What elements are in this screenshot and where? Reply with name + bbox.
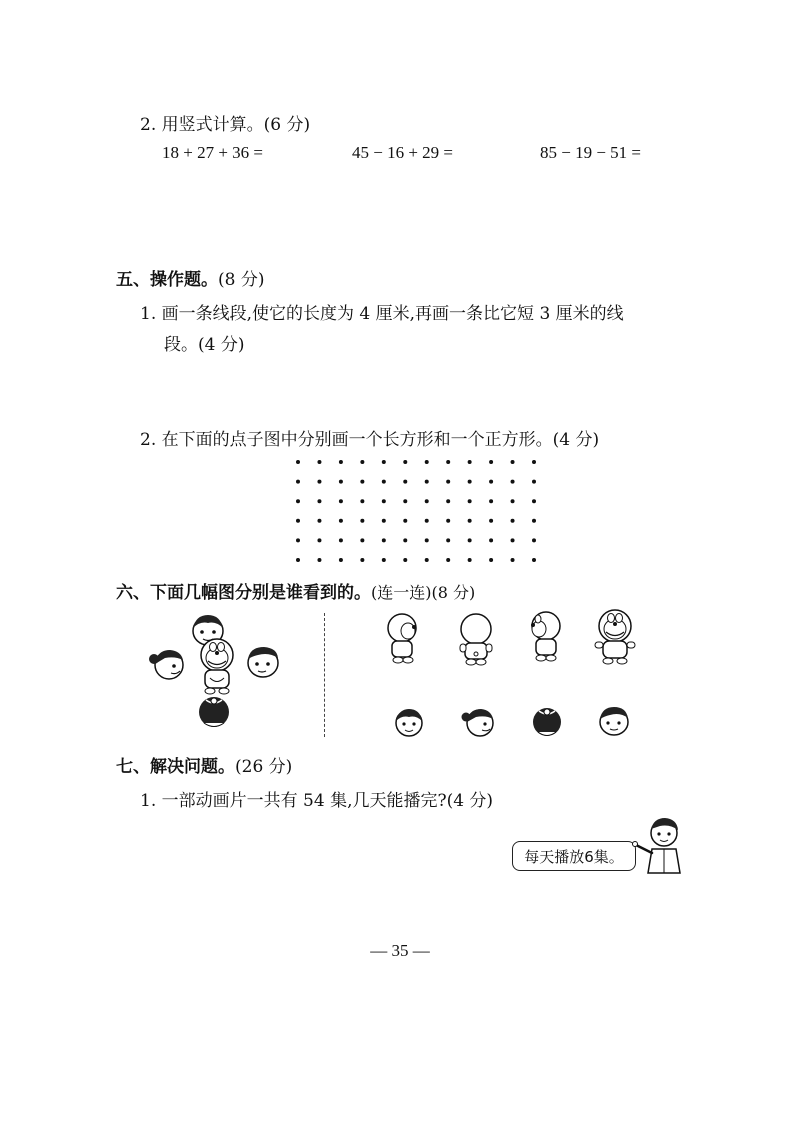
grid-dot[interactable] <box>403 460 407 464</box>
grid-dot[interactable] <box>382 519 386 523</box>
grid-dot[interactable] <box>296 460 300 464</box>
grid-dot[interactable] <box>446 519 450 523</box>
question-text-continued: 段。(4 分) <box>164 335 245 355</box>
grid-dot[interactable] <box>339 558 343 562</box>
grid-dot[interactable] <box>446 460 450 464</box>
grid-dot[interactable] <box>317 558 321 562</box>
grid-dot[interactable] <box>532 519 536 523</box>
grid-dot[interactable] <box>339 480 343 484</box>
grid-dot[interactable] <box>339 538 343 542</box>
section-points: (8 分) <box>218 270 265 290</box>
grid-dot[interactable] <box>296 519 300 523</box>
grid-dot[interactable] <box>511 519 515 523</box>
grid-dot[interactable] <box>489 558 493 562</box>
grid-dot[interactable] <box>446 558 450 562</box>
grid-dot[interactable] <box>403 538 407 542</box>
grid-dot[interactable] <box>489 499 493 503</box>
grid-dot[interactable] <box>511 480 515 484</box>
boy-face-icon <box>596 704 632 738</box>
grid-dot[interactable] <box>468 499 472 503</box>
grid-dot[interactable] <box>403 558 407 562</box>
grid-dot[interactable] <box>532 499 536 503</box>
grid-dot[interactable] <box>360 558 364 562</box>
grid-dot[interactable] <box>532 538 536 542</box>
girl-back-icon <box>194 693 234 731</box>
grid-dot[interactable] <box>360 460 364 464</box>
grid-dot[interactable] <box>489 519 493 523</box>
doraemon-front-icon <box>592 608 638 666</box>
grid-dot[interactable] <box>296 480 300 484</box>
grid-dot[interactable] <box>296 499 300 503</box>
equation-2: 45 − 16 + 29 = <box>352 143 454 162</box>
grid-dot[interactable] <box>489 460 493 464</box>
grid-dot[interactable] <box>339 460 343 464</box>
grid-dot[interactable] <box>425 480 429 484</box>
question-text: 1. 一部动画片一共有 54 集,几天能播完?(4 分) <box>140 791 494 811</box>
doraemon-left-icon <box>527 610 565 664</box>
grid-dot[interactable] <box>468 538 472 542</box>
grid-dot[interactable] <box>468 519 472 523</box>
grid-dot[interactable] <box>425 519 429 523</box>
girl-left-icon <box>147 646 187 682</box>
grid-dot[interactable] <box>360 538 364 542</box>
section-heading <box>116 752 292 777</box>
grid-dot[interactable] <box>403 499 407 503</box>
section-note: (连一连)(8 分) <box>371 583 476 602</box>
doraemon-side-icon <box>384 612 420 664</box>
grid-dot[interactable] <box>382 480 386 484</box>
speech-bubble <box>512 841 636 871</box>
grid-dot[interactable] <box>489 538 493 542</box>
grid-dot[interactable] <box>511 460 515 464</box>
grid-dot[interactable] <box>425 499 429 503</box>
grid-dot[interactable] <box>446 499 450 503</box>
grid-dot[interactable] <box>360 499 364 503</box>
grid-dot[interactable] <box>360 480 364 484</box>
girl-face-icon <box>391 706 427 740</box>
question-title: 2. 用竖式计算。(6 分) <box>140 115 311 135</box>
section-points: (26 分) <box>235 757 293 777</box>
section-title: 五、操作题。 <box>116 270 218 290</box>
grid-dot[interactable] <box>339 519 343 523</box>
grid-dot[interactable] <box>532 480 536 484</box>
girl-back-icon <box>529 704 565 740</box>
grid-dot[interactable] <box>511 499 515 503</box>
boy-right-icon <box>244 644 284 680</box>
grid-dot[interactable] <box>317 538 321 542</box>
grid-dot[interactable] <box>468 460 472 464</box>
section-title: 六、下面几幅图分别是谁看到的。 <box>116 583 371 603</box>
grid-dot[interactable] <box>425 558 429 562</box>
grid-dot[interactable] <box>317 460 321 464</box>
equation-1: 18 + 27 + 36 = <box>162 143 264 162</box>
grid-dot[interactable] <box>532 558 536 562</box>
grid-dot[interactable] <box>468 480 472 484</box>
grid-dot[interactable] <box>317 480 321 484</box>
grid-dot[interactable] <box>425 538 429 542</box>
speech-bubble-text: 每天播放6集。 <box>524 847 624 866</box>
grid-dot[interactable] <box>317 499 321 503</box>
section-heading <box>116 265 264 290</box>
grid-dot[interactable] <box>296 558 300 562</box>
grid-dot[interactable] <box>360 519 364 523</box>
grid-dot[interactable] <box>382 538 386 542</box>
grid-dot[interactable] <box>425 460 429 464</box>
grid-dot[interactable] <box>511 538 515 542</box>
divider <box>324 613 325 737</box>
grid-dot[interactable] <box>511 558 515 562</box>
page-number: — 35 — <box>370 941 430 960</box>
girl-side-icon <box>460 706 496 740</box>
grid-dot[interactable] <box>489 480 493 484</box>
grid-dot[interactable] <box>403 519 407 523</box>
dot-grid[interactable] <box>288 452 544 570</box>
question-text: 2. 在下面的点子图中分别画一个长方形和一个正方形。(4 分) <box>140 430 600 450</box>
section-title: 七、解决问题。 <box>116 757 235 777</box>
boy-pointing-icon <box>632 815 694 877</box>
grid-dot[interactable] <box>317 519 321 523</box>
section-heading <box>116 578 475 603</box>
grid-dot[interactable] <box>446 480 450 484</box>
grid-dot[interactable] <box>468 558 472 562</box>
grid-dot[interactable] <box>403 480 407 484</box>
grid-dot[interactable] <box>382 558 386 562</box>
grid-dot[interactable] <box>532 460 536 464</box>
question-text: 1. 画一条线段,使它的长度为 4 厘米,再画一条比它短 3 厘米的线 <box>140 304 624 324</box>
equation-3: 85 − 19 − 51 = <box>540 143 642 162</box>
grid-dot[interactable] <box>446 538 450 542</box>
doraemon-back-icon <box>456 612 496 666</box>
grid-dot[interactable] <box>382 460 386 464</box>
doraemon-front-icon <box>194 637 240 695</box>
grid-dot[interactable] <box>382 499 386 503</box>
grid-dot[interactable] <box>339 499 343 503</box>
grid-dot[interactable] <box>296 538 300 542</box>
